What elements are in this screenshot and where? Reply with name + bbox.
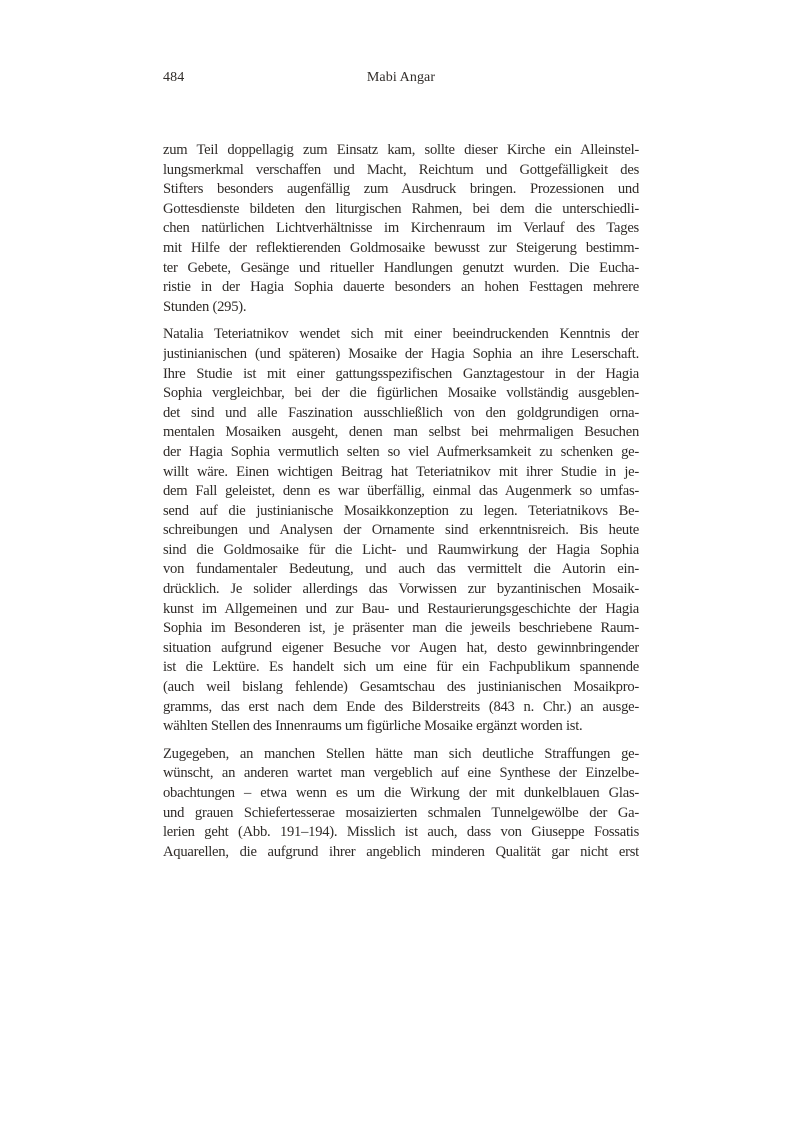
- text-line: Gottesdienste bildeten den liturgischen Rahmen, bei dem die unterschiedli-: [163, 200, 639, 217]
- text-line: det sind und alle Faszination ausschließlich von den goldgrundigen orna-: [163, 404, 639, 421]
- text-line: Zugegeben, an manchen Stellen hätte man sich deutliche Straffungen ge-: [163, 745, 639, 762]
- text-line: gramms, das erst nach dem Ende des Bilderstreits (843 n. Chr.) an ausge-: [163, 698, 639, 715]
- text-line: chen natürlichen Lichtverhältnisse im Kirchenraum im Verlauf des Tages: [163, 220, 639, 237]
- text-line: Aquarellen, die aufgrund ihrer angeblich minderen Qualität gar nicht erst: [163, 843, 639, 860]
- paragraph: [163, 745, 639, 863]
- text-line: Sophia im Besonderen ist, je präsenter man die jeweils beschriebene Raum-: [163, 620, 639, 637]
- page-header: [163, 69, 639, 86]
- text-line: kunst im Allgemeinen und zur Bau- und Restaurierungsgeschichte der Hagia: [163, 600, 639, 617]
- text-line: send auf die justinianische Mosaikkonzeption zu legen. Teteriatnikovs Be-: [163, 502, 639, 519]
- text-line: justinianischen (und späteren) Mosaike der Hagia Sophia an ihre Leserschaft.: [163, 345, 639, 362]
- text-line: Natalia Teteriatnikov wendet sich mit einer beeindruckenden Kenntnis der: [163, 326, 639, 343]
- paragraph: [163, 325, 639, 736]
- text-line: situation aufgrund eigener Besuche vor Augen hat, desto gewinnbringender: [163, 639, 639, 656]
- text-line: wählten Stellen des Innenraums um figürliche Mosaike ergänzt worden ist.: [163, 718, 583, 735]
- text-line: und grauen Schiefertesserae mosaizierten schmalen Tunnelgewölbe der Ga-: [163, 804, 639, 821]
- text-line: lerien geht (Abb. 191–194). Misslich ist auch, dass von Giuseppe Fossatis: [163, 824, 639, 841]
- text-line: mentalen Mosaiken ausgeht, denen man selbst bei mehrmaligen Besuchen: [163, 424, 639, 441]
- running-head: Mabi Angar: [366, 70, 436, 85]
- text-line: Stunden (295).: [163, 298, 247, 315]
- page-number: 484: [163, 70, 185, 85]
- text-line: ist die Lektüre. Es handelt sich um eine für ein Fachpublikum spannende: [163, 659, 639, 676]
- text-line: der Hagia Sophia vermutlich selten so viel Aufmerksamkeit zu schenken ge-: [163, 443, 639, 460]
- text-line: Sophia vergleichbar, bei der die figürlichen Mosaike vollständig ausgeblen-: [163, 385, 639, 402]
- text-line: zum Teil doppellagig zum Einsatz kam, sollte dieser Kirche ein Alleinstel-: [163, 142, 639, 158]
- text-line: sind die Goldmosaike für die Licht- und Raumwirkung der Hagia Sophia: [163, 541, 639, 558]
- text-line: von fundamentaler Bedeutung, und auch das vermittelt die Autorin ein-: [163, 561, 639, 578]
- text-line: dem Fall geleistet, denn es war überfällig, einmal das Augenmerk so umfas-: [163, 483, 639, 500]
- text-line: drücklich. Je solider allerdings das Vorwissen zur byzantinischen Mosaik-: [163, 581, 639, 598]
- text-line: lungsmerkmal verschaffen und Macht, Reichtum und Gottgefälligkeit des: [163, 161, 639, 178]
- text-line: willt wäre. Einen wichtigen Beitrag hat Teteriatnikov mit ihrer Studie in je-: [163, 463, 639, 480]
- text-line: ristie in der Hagia Sophia dauerte besonders an hohen Festtagen mehrere: [163, 279, 639, 296]
- text-line: Stifters besonders augenfällig zum Ausdruck bringen. Prozessionen und: [163, 181, 639, 198]
- text-line: Ihre Studie ist mit einer gattungsspezifischen Ganztagestour in der Hagia: [163, 365, 639, 382]
- text-line: schreibungen und Analysen der Ornamente sind erkenntnisreich. Bis heute: [163, 522, 639, 539]
- text-line: (auch weil bislang fehlende) Gesamtschau des justinianischen Mosaikpro-: [163, 679, 639, 696]
- text-line: obachtungen – etwa wenn es um die Wirkung der mit dunkelblauen Glas-: [163, 785, 639, 801]
- text-line: wünscht, an anderen wartet man vergeblich auf eine Synthese der Einzelbe-: [163, 765, 639, 782]
- text-line: ter Gebete, Gesänge und ritueller Handlungen genutzt wurden. Die Eucha-: [163, 259, 639, 276]
- text-block: [163, 141, 639, 870]
- text-line: mit Hilfe der reflektierenden Goldmosaike bewusst zur Steigerung bestimm-: [163, 239, 639, 256]
- paragraph: [163, 141, 639, 317]
